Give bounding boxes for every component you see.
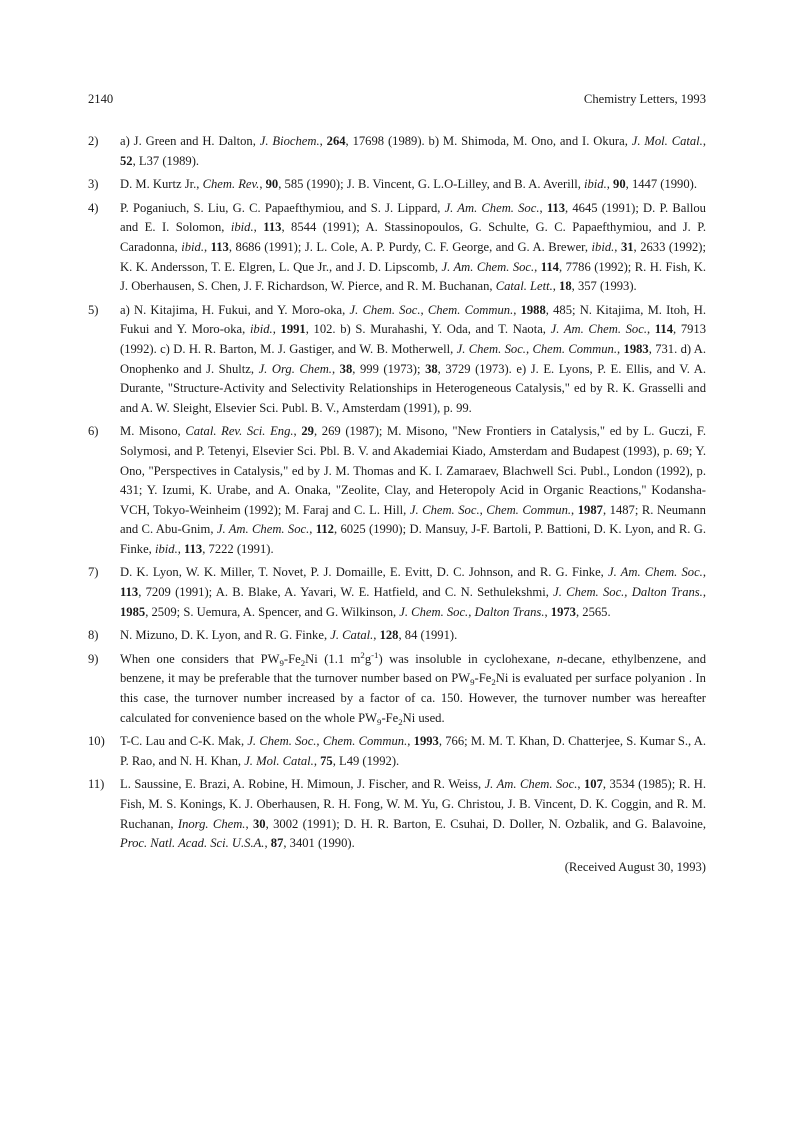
reference-number: 4) <box>88 200 99 215</box>
reference-item <box>88 626 706 646</box>
reference-text: L. Saussine, E. Brazi, A. Robine, H. Mimoun, J. Fischer, and R. Weiss, J. Am. Chem. Soc., 107, 3534 (1985); R. H. Fish, M. S. Konings, K. J. Oberhausen, R. H. Fong, W. M. Yu, G. Christou, J. B. Vincent, D. K. Coggin, and R. M. Ruchanan, Inorg. Chem., 30, 3002 (1991); D. H. R. Barton, E. Csuhai, D. Doller, N. Ozbalik, and G. Balavoine, Proc. Natl. Acad. Sci. U.S.A., 87, 3401 (1990). <box>120 777 706 851</box>
reference-text: a) J. Green and H. Dalton, J. Biochem., 264, 17698 (1989). b) M. Shimoda, M. Ono, and I. Okura, J. Mol. Catal., 52, L37 (1989). <box>120 134 706 168</box>
reference-item <box>88 732 706 771</box>
reference-text: D. K. Lyon, W. K. Miller, T. Novet, P. J. Domaille, E. Evitt, D. C. Johnson, and R. G. Finke, J. Am. Chem. Soc., 113, 7209 (1991); A. B. Blake, A. Yavari, W. E. Hatfield, and C. N. Sethulekshmi, J. Chem. Soc., Dalton Trans., 1985, 2509; S. Uemura, A. Spencer, and G. Wilkinson, J. Chem. Soc., Dalton Trans., 1973, 2565. <box>120 565 706 619</box>
journal-title: Chemistry Letters, 1993 <box>583 92 706 106</box>
reference-item <box>88 132 706 171</box>
reference-text: D. M. Kurtz Jr., Chem. Rev., 90, 585 (1990); J. B. Vincent, G. L.O-Lilley, and B. A. Averill, ibid., 90, 1447 (1990). <box>120 177 697 192</box>
reference-item <box>88 563 706 622</box>
reference-item <box>88 650 706 728</box>
reference-items <box>88 132 706 854</box>
received-date: (Received August 30, 1993) <box>564 859 706 874</box>
references-list <box>88 132 706 877</box>
reference-number: 10) <box>88 734 105 749</box>
page-header <box>88 92 706 112</box>
reference-number: 6) <box>88 424 99 439</box>
reference-text: a) N. Kitajima, H. Fukui, and Y. Moro-oka, J. Chem. Soc., Chem. Commun., 1988, 485; N. Kitajima, M. Itoh, H. Fukui and Y. Moro-oka, ibid., 1991, 102. b) S. Murahashi, Y. Oda, and T. Naota, J. Am. Chem. Soc., 114, 7913 (1992). c) D. H. R. Barton, M. J. Gastiger, and W. B. Motherwell, J. Chem. Soc., Chem. Commun., 1983, 731. d) A. Onophenko and J. Shultz, J. Org. Chem., 38, 999 (1973); 38, 3729 (1973). e) J. E. Lyons, P. E. Ellis, and V. A. Durante, "Structure-Activity and Selectivity Relationships in Heterogeneous Catalysis," ed by R. K. Grasselli and and A. W. Sleight, Elsevier Sci. Publ. B. V., Amsterdam (1991), p. 99. <box>120 302 707 415</box>
reference-number: 2) <box>88 134 99 148</box>
reference-text: M. Misono, Catal. Rev. Sci. Eng., 29, 269 (1987); M. Misono, "New Frontiers in Catalysis," ed by L. Guczi, F. Solymosi, and P. Tetenyi, Elsevier Sci. Pbl. B. V. and Akademiai Kiado, Amsterdam and Budapest (1993), p. 69; Y. Ono, "Perspectives in Catalysis," ed by J. M. Thomas and K. I. Zamaraev, Blachwell Sci. Publ., London (1992), p. 431; Y. Izumi, K. Urabe, and A. Onaka, "Zeolite, Clay, and Heteropoly Acid in Organic Reactions," Kodansha-VCH, Tokyo-Weinheim (1992); M. Faraj and C. L. Hill, J. Chem. Soc., Chem. Commun., 1987, 1487; R. Neumann and C. Abu-Gnim, J. Am. Chem. Soc., 112, 6025 (1990); D. Mansuy, J-F. Bartoli, P. Battioni, D. K. Lyon, and R. G. Finke, ibid., 113, 7222 (1991). <box>120 424 707 556</box>
reference-item <box>88 199 706 297</box>
reference-number: 7) <box>88 565 99 580</box>
reference-text: T-C. Lau and C-K. Mak, J. Chem. Soc., Chem. Commun., 1993, 766; M. M. T. Khan, D. Chatterjee, S. Kumar S., A. P. Rao, and N. H. Khan, J. Mol. Catal., 75, L49 (1992). <box>120 734 706 768</box>
reference-number: 9) <box>88 651 99 666</box>
reference-text: When one considers that $PW_9-Fe_2Ni$ (1.1 $m^2g^{-1}$) was insoluble in cyclohexane, n-decane, ethylbenzene, and benzene, it may be preferable that the turnover number based on $PW_9-Fe_2Ni$ is evaluated per surface polyanion . In this case, the turnover number increased by a factor of ca. 150. However, the turnover number was hereafter calculated for convenience based on the whole $PW_9-Fe_2Ni$ used. <box>120 649 707 727</box>
reference-number: 11) <box>88 777 105 792</box>
reference-item <box>88 175 706 195</box>
reference-number: 8) <box>88 628 99 643</box>
reference-text: P. Poganiuch, S. Liu, G. C. Papaefthymiou, and S. J. Lippard, J. Am. Chem. Soc., 113, 4645 (1991); D. P. Ballou and E. I. Solomon, ibid., 113, 8544 (1991); A. Stassinopoulos, G. Schulte, G. C. Papaefthymiou, and J. P. Caradonna, ibid., 113, 8686 (1991); J. L. Cole, A. P. Purdy, C. F. George, and G. A. Brewer, ibid., 31, 2633 (1992); K. K. Andersson, T. E. Elgren, L. Que Jr., and J. D. Lipscomb, J. Am. Chem. Soc., 114, 7786 (1992); R. H. Fish, K. J. Oberhausen, S. Chen, J. F. Richardson, W. Pierce, and R. M. Buchanan, Catal. Lett., 18, 357 (1993). <box>120 200 707 294</box>
reference-number: 5) <box>88 302 99 317</box>
reference-item <box>88 422 706 559</box>
reference-text: N. Mizuno, D. K. Lyon, and R. G. Finke, J. Catal., 128, 84 (1991). <box>120 628 458 643</box>
page-number: 2140 <box>88 92 114 106</box>
reference-item <box>88 301 706 419</box>
reference-item <box>88 775 706 853</box>
reference-number: 3) <box>88 177 99 192</box>
